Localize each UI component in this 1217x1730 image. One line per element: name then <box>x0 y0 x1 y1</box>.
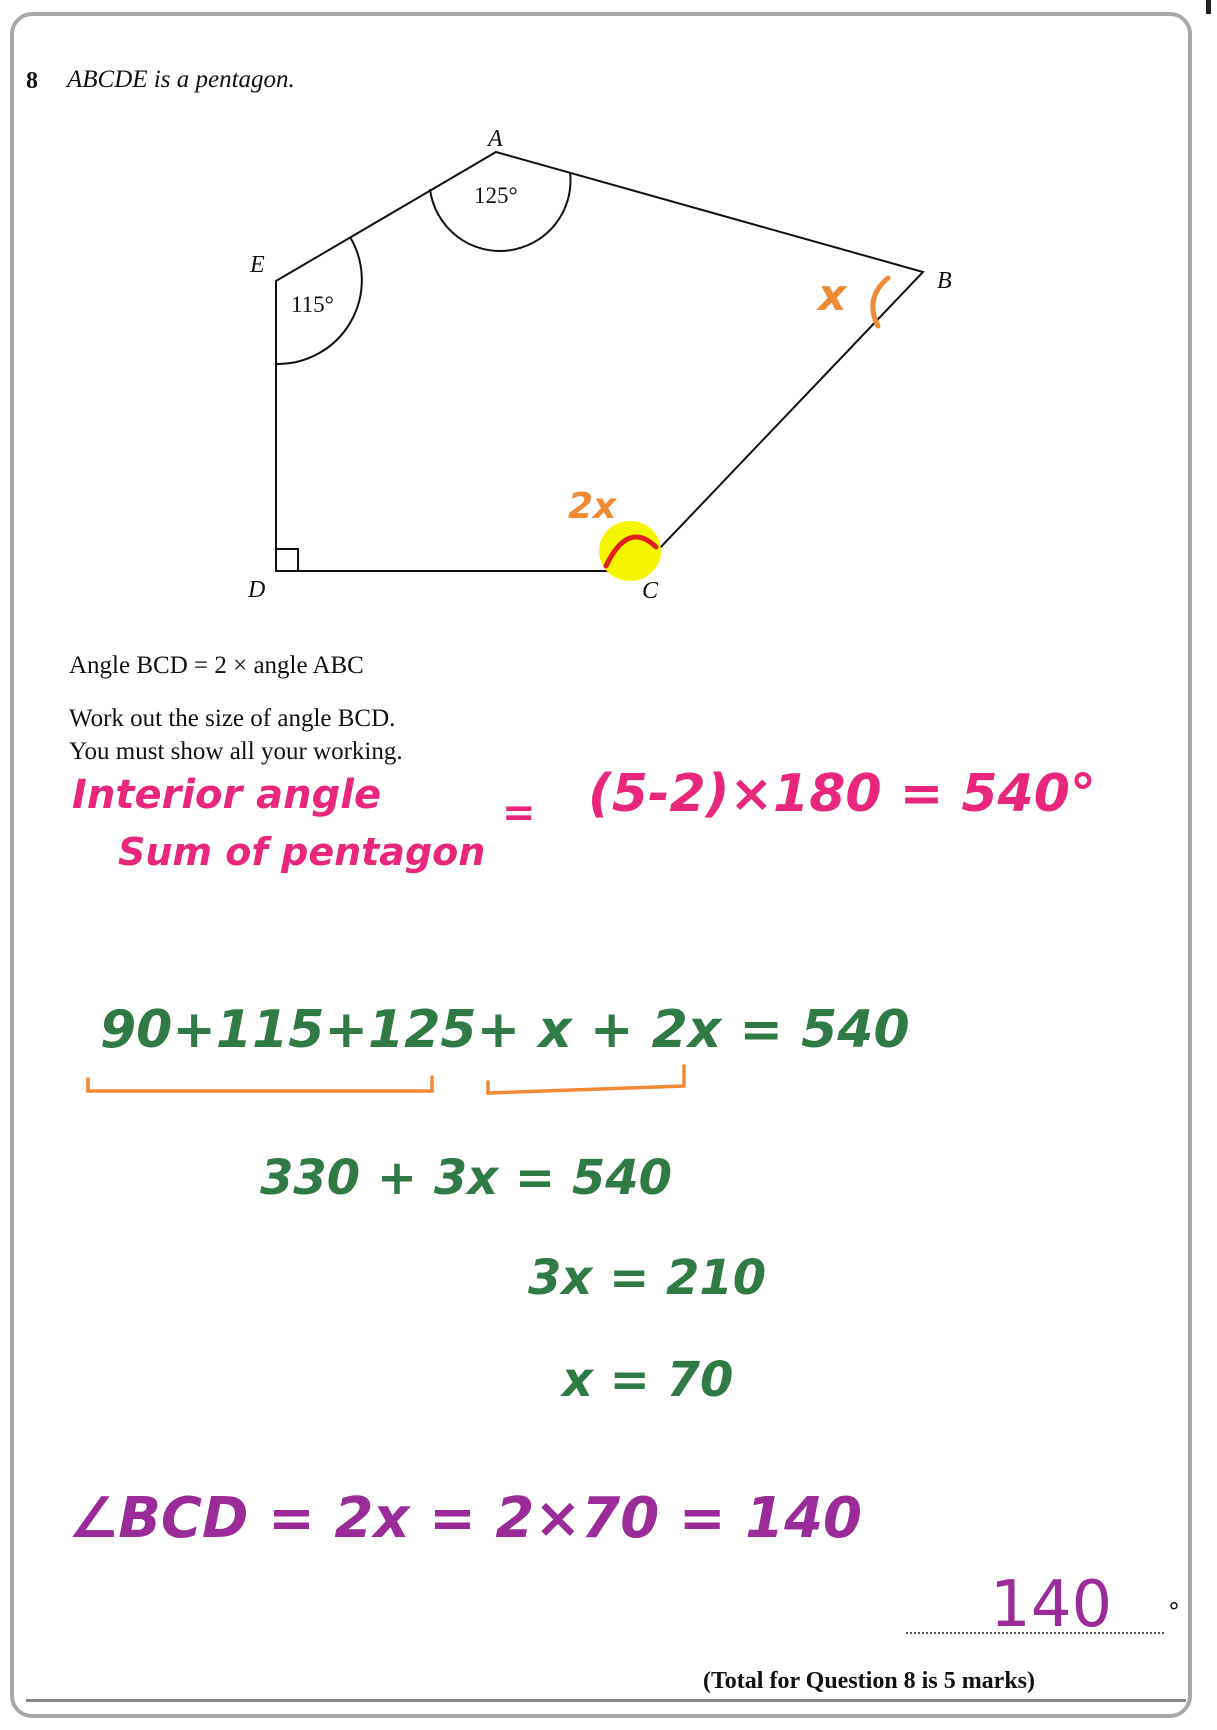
working-simplified: 330 + 3x = 540 <box>260 1150 673 1206</box>
question-instruction-2: You must show all your working. <box>69 738 403 765</box>
vertex-label-a: A <box>488 126 503 152</box>
angle-value-a: 125° <box>474 183 518 208</box>
working-final-angle: ∠BCD = 2x = 2×70 = 140 <box>68 1486 863 1551</box>
angle-arc-b-handwritten <box>873 278 888 326</box>
total-marks: (Total for Question 8 is 5 marks) <box>703 1668 1036 1694</box>
annotation-x-at-b: x <box>818 270 847 321</box>
vertex-label-d: D <box>248 577 266 603</box>
vertex-label-b: B <box>937 268 952 294</box>
answer-unit: ° <box>1168 1598 1180 1626</box>
working-sum-of-pentagon: Sum of pentagon <box>118 830 486 874</box>
question-instruction-1: Work out the size of angle BCD. <box>69 705 396 732</box>
underbrace-unknown-angles <box>488 1066 684 1093</box>
question-prompt: ABCDE is a pentagon. <box>67 66 295 93</box>
highlight-mark-c <box>599 521 661 581</box>
annotation-2x-at-c: 2x <box>568 486 617 527</box>
working-x-value: x = 70 <box>562 1352 734 1408</box>
question-statement: Angle BCD = 2 × angle ABC <box>69 652 364 679</box>
answer-value: 140 <box>990 1568 1113 1642</box>
answer-line <box>906 1632 1164 1634</box>
working-three-x: 3x = 210 <box>528 1250 767 1306</box>
vertex-label-c: C <box>642 578 659 604</box>
vertex-label-e: E <box>250 252 265 278</box>
right-angle-marker <box>276 549 298 571</box>
working-interior-angle: Interior angle <box>72 772 382 818</box>
angle-value-e: 115° <box>291 292 334 317</box>
working-equals: = <box>502 790 536 836</box>
working-angle-sum: (5-2)×180 = 540° <box>588 764 1096 824</box>
bottom-divider <box>26 1699 1186 1702</box>
underbrace-known-angles <box>88 1077 432 1091</box>
working-equation: 90+115+125+ x + 2x = 540 <box>100 1000 910 1060</box>
question-number: 8 <box>26 68 38 94</box>
